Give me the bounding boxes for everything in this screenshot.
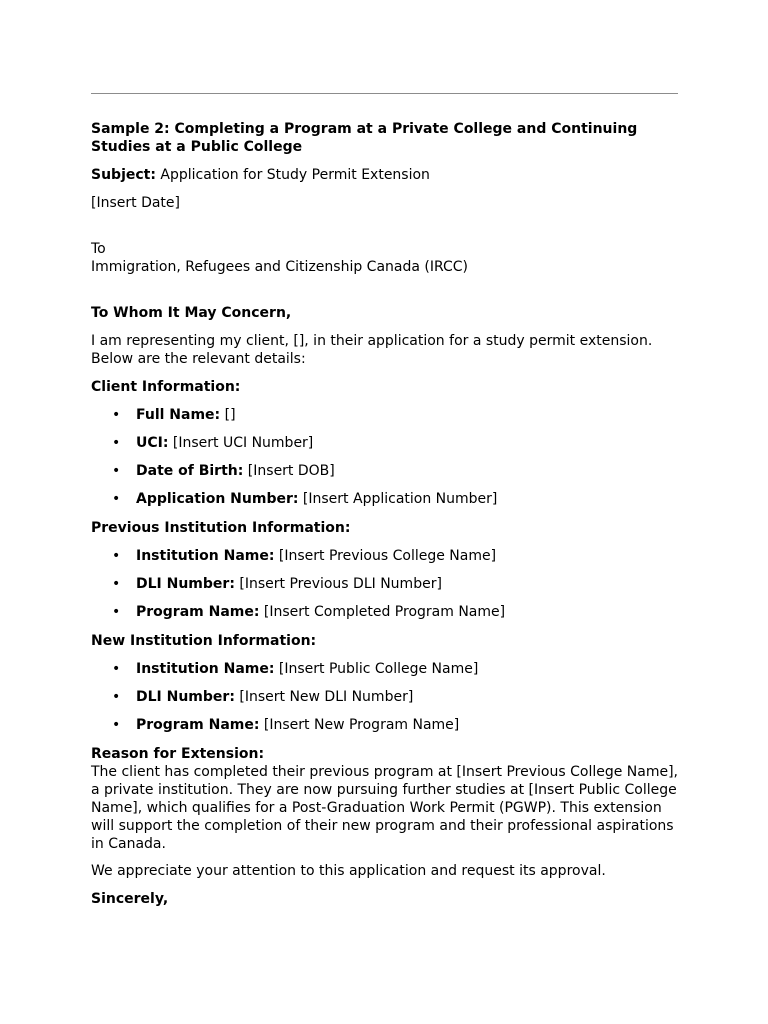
list-item bbox=[91, 547, 678, 575]
salutation: To Whom It May Concern, bbox=[91, 305, 292, 321]
item-label: DLI Number: bbox=[136, 576, 235, 592]
subject-label: Subject: bbox=[91, 167, 156, 183]
previous-institution-heading: Previous Institution Information: bbox=[91, 520, 351, 536]
item-label: Institution Name: bbox=[136, 661, 275, 677]
bullet-icon: • bbox=[112, 689, 121, 705]
document-title: Sample 2: Completing a Program at a Private College and Continuing Studies at a Public College bbox=[91, 121, 638, 155]
bullet-icon: • bbox=[112, 435, 121, 451]
list-item bbox=[91, 660, 678, 688]
to-line: To bbox=[91, 241, 106, 257]
item-value: [Insert DOB] bbox=[243, 463, 335, 479]
bullet-icon: • bbox=[112, 407, 121, 423]
list-item bbox=[91, 406, 678, 434]
bullet-icon: • bbox=[112, 491, 121, 507]
item-value: [Insert Completed Program Name] bbox=[259, 604, 506, 620]
item-value: [Insert Previous DLI Number] bbox=[234, 576, 442, 592]
bullet-icon: • bbox=[112, 548, 121, 564]
new-institution-list bbox=[91, 660, 678, 744]
list-item bbox=[91, 575, 678, 603]
recipient-line: Immigration, Refugees and Citizenship Canada (IRCC) bbox=[91, 259, 469, 275]
bullet-icon: • bbox=[112, 717, 121, 733]
item-value: [Insert Application Number] bbox=[298, 491, 498, 507]
list-item bbox=[91, 490, 678, 518]
closing-line: We appreciate your attention to this application and request its approval. bbox=[91, 863, 606, 879]
item-label: Application Number: bbox=[136, 491, 299, 507]
item-value: [Insert Previous College Name] bbox=[274, 548, 497, 564]
list-item bbox=[91, 603, 678, 631]
item-label: Full Name: bbox=[136, 407, 221, 423]
horizontal-rule bbox=[91, 93, 678, 94]
bullet-icon: • bbox=[112, 661, 121, 677]
item-label: Program Name: bbox=[136, 717, 260, 733]
item-label: UCI: bbox=[136, 435, 169, 451]
item-value: [Insert New Program Name] bbox=[259, 717, 460, 733]
item-value: [Insert Public College Name] bbox=[274, 661, 479, 677]
list-item bbox=[91, 462, 678, 490]
client-info-list bbox=[91, 406, 678, 518]
reason-heading: Reason for Extension: bbox=[91, 746, 265, 762]
item-value: [] bbox=[220, 407, 236, 423]
item-label: DLI Number: bbox=[136, 689, 235, 705]
previous-institution-list bbox=[91, 547, 678, 631]
item-label: Date of Birth: bbox=[136, 463, 244, 479]
reason-paragraph: The client has completed their previous program at [Insert Previous College Name], a private institution. They are now pursuing further studies at [Insert Public College Name], which qualifies for a Post-Graduation Work Permit (PGWP). This extension will support the completion of their new program and their professional aspirations in Canada. bbox=[91, 764, 679, 852]
subject-line bbox=[91, 166, 678, 184]
list-item bbox=[91, 716, 678, 744]
subject-value: Application for Study Permit Extension bbox=[155, 167, 430, 183]
item-label: Institution Name: bbox=[136, 548, 275, 564]
item-value: [Insert UCI Number] bbox=[168, 435, 314, 451]
sign-off: Sincerely, bbox=[91, 891, 169, 907]
client-info-heading: Client Information: bbox=[91, 379, 241, 395]
date-line: [Insert Date] bbox=[91, 195, 180, 211]
bullet-icon: • bbox=[112, 604, 121, 620]
intro-paragraph: I am representing my client, [], in their application for a study permit extension. Below are the relevant details: bbox=[91, 333, 653, 367]
list-item bbox=[91, 434, 678, 462]
new-institution-heading: New Institution Information: bbox=[91, 633, 317, 649]
item-label: Program Name: bbox=[136, 604, 260, 620]
bullet-icon: • bbox=[112, 576, 121, 592]
item-value: [Insert New DLI Number] bbox=[234, 689, 414, 705]
list-item bbox=[91, 688, 678, 716]
bullet-icon: • bbox=[112, 463, 121, 479]
